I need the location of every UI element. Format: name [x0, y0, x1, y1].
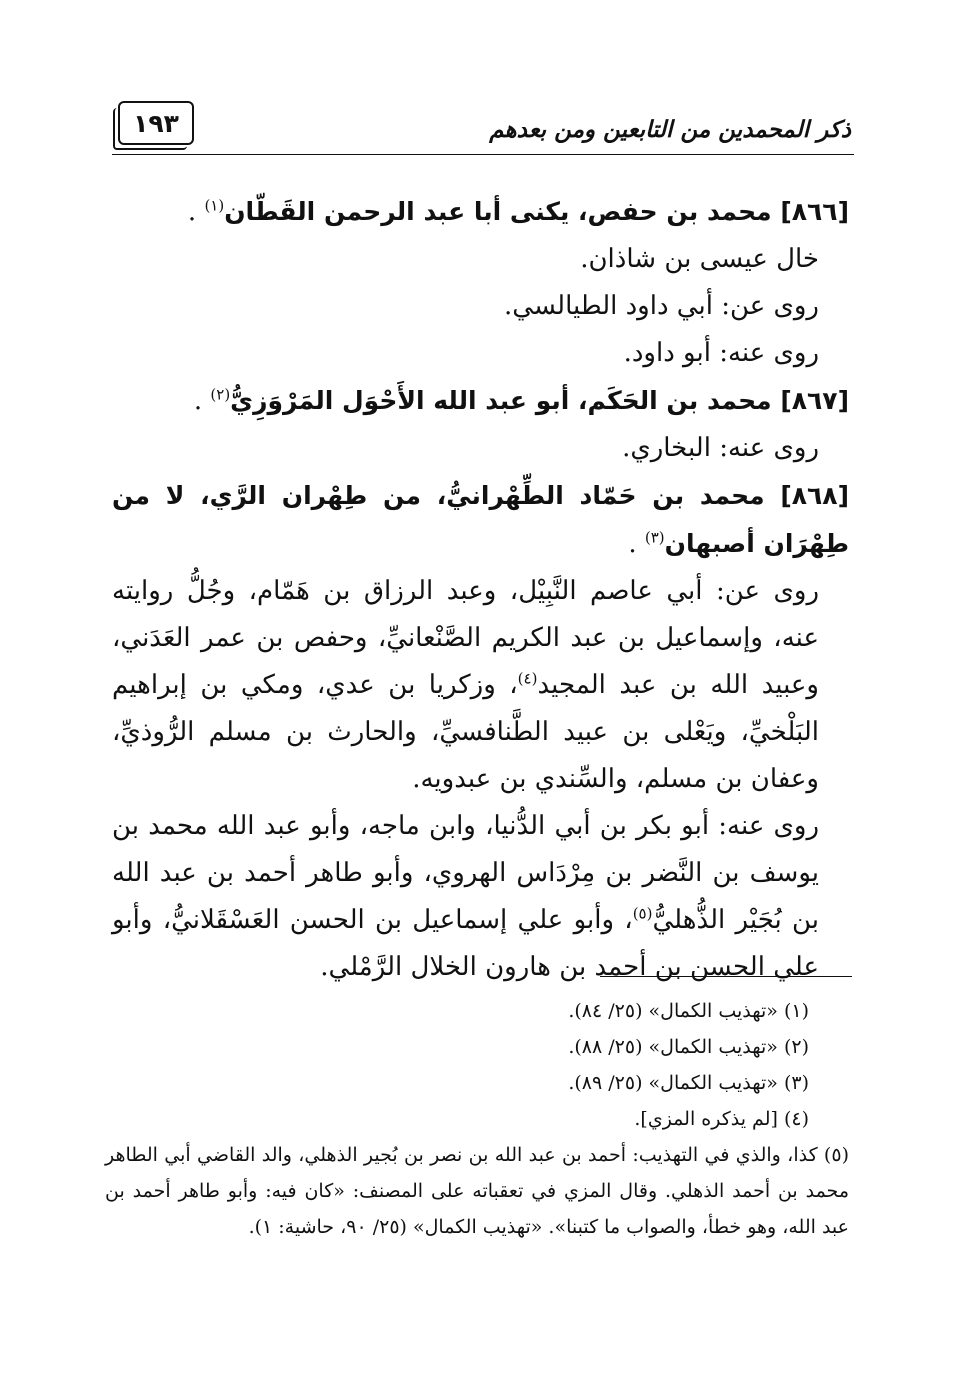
entry-868-heading: [٨٦٨] محمد بن حَمّاد الطِّهْرانيُّ، من طِهْران الرَّي، لا من طِهْرَان أصبهان$^{(٣)}$ . [112, 481, 849, 559]
entry-heading-text: [٨٦٧] محمد بن الحَكَم، أبو عبد الله الأَحْوَل المَرْوَزِيُّ [230, 386, 849, 415]
footnote-divider [600, 976, 852, 977]
entry-868-narrated-by [112, 803, 849, 991]
entry-866-line: خال عيسى بن شاذان. [580, 244, 819, 274]
entry-867-heading: [٨٦٧] محمد بن الحَكَم، أبو عبد الله الأَحْوَل المَرْوَزِيُّ$^{(٢)}$ . [193, 385, 849, 416]
paragraph-text: ، وأبو علي إسماعيل بن الحسن العَسْقَلانيُّ، وأبو علي الحسن بن أحمد بن هارون الخلال الرَّمْلي. [112, 905, 819, 982]
entry-866-line: روى عن: أبي داود الطيالسي. [504, 291, 819, 321]
paragraph-text: روى عن: أبي عاصم النَّبِيْل، وعبد الرزاق بن هَمّام، وجُلُّ روايته عنه، وإسماعيل بن عبد الكريم الصَّنْعانيِّ، وحفص بن عمر العَدَني، وعبيد الله بن عبد المجيد [112, 576, 819, 700]
footnote-ref: (٣) [644, 528, 665, 547]
entry-868-narrated-from [112, 568, 849, 803]
footnote-5: (٥) كذا، والذي في التهذيب: أحمد بن عبد الله بن نصر بن بُجير الذهلي، والد القاضي أبي الطاهر محمد بن أحمد الذهلي. وقال المزي في تعقباته على المصنف: «كان فيه: وأبو طاهر أحمد بن عبد الله، وهو خطأ، والصواب ما كتبنا». «تهذيب الكمال» (٢٥/ ٩٠، حاشية: ١). [105, 1144, 849, 1238]
entry-867-line: روى عنه: البخاري. [622, 433, 819, 463]
entry-866-heading: [٨٦٦] محمد بن حفص، يكنى أبا عبد الرحمن القَطّان$^{(١)}$ . [187, 196, 849, 227]
page-number-text: ١٩٣ [133, 108, 179, 138]
footnote-ref: (٥) [632, 904, 653, 923]
main-text [112, 188, 849, 991]
footnote-ref: (٤) [517, 669, 538, 688]
footnote-ref: (٢) [210, 385, 231, 404]
entry-heading-text: [٨٦٦] محمد بن حفص، يكنى أبا عبد الرحمن القَطّان [224, 197, 849, 226]
footnote-3: (٣) «تهذيب الكمال» (٢٥/ ٨٩). [568, 1072, 809, 1094]
paragraph-text: ، وزكريا بن عدي، ومكي بن إبراهيم البَلْخيِّ، ويَعْلى بن عبيد الطَّنافسيِّ، والحارث بن مسلم الرُّوذيِّ، وعفان بن مسلم، والسِّندي بن عبدويه. [112, 670, 819, 794]
running-title: ذكر المحمدين من التابعين ومن بعدهم [489, 116, 851, 143]
paragraph-text: روى عنه: أبو بكر بن أبي الدُّنيا، وابن ماجه، وأبو عبد الله محمد بن يوسف بن النَّضر بن مِرْدَاس الهروي، وأبو طاهر أحمد بن عبد الله بن بُجَيْر الذُّهليُّ [112, 811, 820, 935]
footnote-1: (١) «تهذيب الكمال» (٢٥/ ٨٤). [568, 1000, 809, 1022]
footnote-2: (٢) «تهذيب الكمال» (٢٥/ ٨٨). [568, 1036, 809, 1058]
entry-866-line: روى عنه: أبو داود. [623, 338, 819, 368]
footnote-4: (٤) [لم يذكره المزي]. [634, 1108, 809, 1130]
footnote-ref: (١) [204, 196, 225, 215]
footnotes [105, 993, 849, 1245]
page-number [118, 101, 194, 145]
entry-heading-text: [٨٦٨] محمد بن حَمّاد الطِّهْرانيُّ، من طِهْران الرَّي، لا من طِهْرَان أصبهان [112, 481, 849, 558]
header-divider [112, 154, 854, 155]
